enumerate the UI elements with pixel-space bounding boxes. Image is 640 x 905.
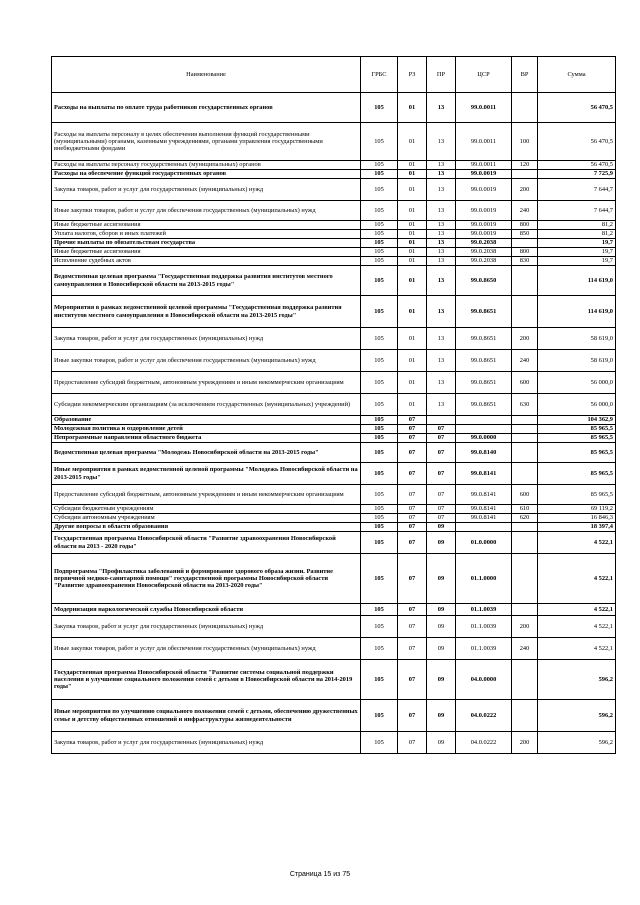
cell-name: Иные закупки товаров, работ и услуг для обеспечения государственных (муниципальных) нужд — [52, 201, 361, 221]
cell-pr: 09 — [427, 532, 456, 554]
cell-vr: 600 — [512, 372, 538, 394]
table-row — [52, 179, 616, 201]
cell-sum: 58 619,0 — [538, 328, 616, 350]
cell-csr: 99.0.8651 — [456, 296, 512, 328]
cell-sum: 16 846,3 — [538, 514, 616, 523]
table-row — [52, 372, 616, 394]
cell-name: Закупка товаров, работ и услуг для государственных (муниципальных) нужд — [52, 732, 361, 754]
cell-name: Иные мероприятия по улучшению социального положения семей с детьми, обеспечению дружественных семье и детству общественных отношений и инфраструктуры жизнедеятельности — [52, 700, 361, 732]
cell-name: Иные мероприятия в рамках ведомственной целевой программы "Молодежь Новосибирской области на 2013-2015 годы" — [52, 463, 361, 485]
cell-vr: 120 — [512, 161, 538, 170]
cell-grbs: 105 — [361, 638, 398, 660]
page-number: Страница 15 из 75 — [289, 871, 351, 878]
cell-csr: 99.0.8140 — [456, 443, 512, 463]
cell-csr: 99.0.0019 — [456, 170, 512, 179]
cell-sum: 56 470,5 — [538, 93, 616, 123]
cell-pr: 07 — [427, 434, 456, 443]
cell-csr — [456, 523, 512, 532]
cell-grbs: 105 — [361, 425, 398, 434]
cell-name: Иные закупки товаров, работ и услуг для обеспечения государственных (муниципальных) нужд — [52, 350, 361, 372]
cell-vr: 200 — [512, 328, 538, 350]
cell-rz: 01 — [398, 93, 427, 123]
table-row — [52, 93, 616, 123]
cell-vr — [512, 443, 538, 463]
cell-rz: 01 — [398, 123, 427, 161]
cell-rz: 01 — [398, 350, 427, 372]
cell-pr: 07 — [427, 443, 456, 463]
table-row — [52, 161, 616, 170]
cell-name: Образование — [52, 416, 361, 425]
cell-sum: 7 725,9 — [538, 170, 616, 179]
header-rz: РЗ — [398, 57, 427, 93]
cell-rz: 01 — [398, 266, 427, 296]
cell-rz: 01 — [398, 230, 427, 239]
cell-vr: 240 — [512, 638, 538, 660]
cell-vr: 620 — [512, 514, 538, 523]
cell-grbs: 105 — [361, 221, 398, 230]
cell-vr — [512, 239, 538, 248]
cell-vr — [512, 434, 538, 443]
cell-rz: 07 — [398, 660, 427, 700]
cell-vr — [512, 523, 538, 532]
cell-pr — [427, 416, 456, 425]
cell-vr — [512, 170, 538, 179]
cell-pr: 13 — [427, 123, 456, 161]
cell-pr: 13 — [427, 328, 456, 350]
cell-sum: 81,2 — [538, 230, 616, 239]
cell-grbs: 105 — [361, 239, 398, 248]
cell-rz: 07 — [398, 604, 427, 616]
cell-grbs: 105 — [361, 554, 398, 604]
table-header-row — [52, 57, 616, 93]
cell-rz: 01 — [398, 257, 427, 266]
cell-rz: 01 — [398, 170, 427, 179]
cell-vr — [512, 463, 538, 485]
cell-name: Мероприятия в рамках ведомственной целевой программы "Государственная поддержка развития институтов местного самоуправления в Новосибирской области на 2013-2015 годы" — [52, 296, 361, 328]
cell-name: Субсидии бюджетным учреждениям — [52, 505, 361, 514]
cell-sum: 85 965,5 — [538, 485, 616, 505]
header-sum: Сумма — [538, 57, 616, 93]
cell-name: Закупка товаров, работ и услуг для государственных (муниципальных) нужд — [52, 616, 361, 638]
cell-csr: 01.1.0039 — [456, 616, 512, 638]
cell-pr: 09 — [427, 638, 456, 660]
cell-csr: 04.0.0222 — [456, 700, 512, 732]
cell-vr — [512, 416, 538, 425]
cell-vr: 200 — [512, 732, 538, 754]
cell-pr: 13 — [427, 239, 456, 248]
cell-sum: 596,2 — [538, 700, 616, 732]
cell-vr: 240 — [512, 201, 538, 221]
budget-table — [51, 56, 616, 754]
cell-sum: 7 644,7 — [538, 179, 616, 201]
cell-vr: 200 — [512, 179, 538, 201]
cell-pr: 13 — [427, 394, 456, 416]
table-row — [52, 532, 616, 554]
cell-grbs: 105 — [361, 443, 398, 463]
cell-vr — [512, 604, 538, 616]
cell-grbs: 105 — [361, 732, 398, 754]
cell-name: Субсидии некоммерческим организациям (за исключением государственных (муниципальных) учреждений) — [52, 394, 361, 416]
cell-grbs: 105 — [361, 463, 398, 485]
cell-name: Расходы на выплаты по оплате труда работников государственных органов — [52, 93, 361, 123]
cell-csr: 99.0.0019 — [456, 221, 512, 230]
table-row — [52, 170, 616, 179]
cell-pr: 13 — [427, 93, 456, 123]
cell-sum: 56 000,0 — [538, 394, 616, 416]
table-row — [52, 505, 616, 514]
table-row — [52, 328, 616, 350]
table-row — [52, 554, 616, 604]
table-row — [52, 434, 616, 443]
cell-rz: 01 — [398, 161, 427, 170]
cell-sum: 85 965,5 — [538, 443, 616, 463]
cell-pr: 09 — [427, 660, 456, 700]
cell-grbs: 105 — [361, 123, 398, 161]
cell-name: Закупка товаров, работ и услуг для государственных (муниципальных) нужд — [52, 179, 361, 201]
cell-name: Предоставление субсидий бюджетным, автономным учреждениям и иным некоммерческим организациям — [52, 372, 361, 394]
cell-pr: 07 — [427, 505, 456, 514]
cell-sum: 85 965,5 — [538, 434, 616, 443]
cell-sum: 7 644,7 — [538, 201, 616, 221]
table-row — [52, 604, 616, 616]
cell-sum: 104 362,9 — [538, 416, 616, 425]
cell-vr: 610 — [512, 505, 538, 514]
cell-pr: 09 — [427, 523, 456, 532]
cell-rz: 07 — [398, 638, 427, 660]
header-pr: ПР — [427, 57, 456, 93]
cell-rz: 01 — [398, 394, 427, 416]
cell-sum: 596,2 — [538, 660, 616, 700]
cell-vr: 200 — [512, 616, 538, 638]
cell-grbs: 105 — [361, 257, 398, 266]
cell-grbs: 105 — [361, 604, 398, 616]
cell-sum: 4 522,1 — [538, 532, 616, 554]
cell-csr: 01.1.0000 — [456, 554, 512, 604]
cell-vr: 830 — [512, 257, 538, 266]
cell-grbs: 105 — [361, 350, 398, 372]
cell-name: Исполнение судебных актов — [52, 257, 361, 266]
cell-sum: 56 470,5 — [538, 161, 616, 170]
cell-csr: 99.0.0011 — [456, 123, 512, 161]
cell-sum: 69 119,2 — [538, 505, 616, 514]
cell-vr — [512, 660, 538, 700]
cell-grbs: 105 — [361, 372, 398, 394]
cell-sum: 58 619,0 — [538, 350, 616, 372]
cell-name: Расходы на выплаты персоналу государственных (муниципальных) органов — [52, 161, 361, 170]
cell-rz: 07 — [398, 616, 427, 638]
cell-name: Иные бюджетные ассигнования — [52, 248, 361, 257]
cell-sum: 114 619,0 — [538, 296, 616, 328]
cell-csr: 99.0.0019 — [456, 179, 512, 201]
cell-csr: 99.0.8651 — [456, 372, 512, 394]
cell-grbs: 105 — [361, 434, 398, 443]
cell-grbs: 105 — [361, 485, 398, 505]
cell-grbs: 105 — [361, 179, 398, 201]
cell-name: Прочие выплаты по обязательствам государства — [52, 239, 361, 248]
cell-csr: 99.0.8651 — [456, 328, 512, 350]
table-row — [52, 732, 616, 754]
cell-rz: 07 — [398, 485, 427, 505]
cell-name: Иные закупки товаров, работ и услуг для обеспечения государственных (муниципальных) нужд — [52, 638, 361, 660]
table-row — [52, 638, 616, 660]
cell-vr — [512, 700, 538, 732]
cell-grbs: 105 — [361, 416, 398, 425]
cell-grbs: 105 — [361, 616, 398, 638]
cell-rz: 07 — [398, 700, 427, 732]
cell-pr: 13 — [427, 372, 456, 394]
cell-csr: 99.0.0011 — [456, 161, 512, 170]
cell-pr: 13 — [427, 230, 456, 239]
cell-pr: 13 — [427, 266, 456, 296]
cell-vr: 100 — [512, 123, 538, 161]
cell-vr: 800 — [512, 248, 538, 257]
cell-rz: 01 — [398, 296, 427, 328]
cell-rz: 07 — [398, 443, 427, 463]
cell-sum: 81,2 — [538, 221, 616, 230]
cell-pr: 09 — [427, 616, 456, 638]
table-row — [52, 296, 616, 328]
cell-grbs: 105 — [361, 248, 398, 257]
cell-csr — [456, 425, 512, 434]
cell-sum: 85 965,5 — [538, 463, 616, 485]
cell-sum: 114 619,0 — [538, 266, 616, 296]
cell-grbs: 105 — [361, 532, 398, 554]
cell-grbs: 105 — [361, 328, 398, 350]
cell-vr: 630 — [512, 394, 538, 416]
header-vr: ВР — [512, 57, 538, 93]
cell-rz: 01 — [398, 372, 427, 394]
cell-name: Государственная программа Новосибирской области "Развитие здравоохранения Новосибирской области на 2013 - 2020 годы" — [52, 532, 361, 554]
cell-pr: 13 — [427, 248, 456, 257]
cell-vr: 240 — [512, 350, 538, 372]
cell-grbs: 105 — [361, 266, 398, 296]
cell-csr: 99.0.2038 — [456, 239, 512, 248]
cell-name: Уплата налогов, сборов и иных платежей — [52, 230, 361, 239]
cell-rz: 07 — [398, 434, 427, 443]
cell-name: Иные бюджетные ассигнования — [52, 221, 361, 230]
cell-sum: 4 522,1 — [538, 554, 616, 604]
cell-sum: 4 522,1 — [538, 616, 616, 638]
cell-rz: 07 — [398, 732, 427, 754]
cell-rz: 07 — [398, 505, 427, 514]
cell-pr: 07 — [427, 514, 456, 523]
cell-pr: 13 — [427, 170, 456, 179]
cell-rz: 07 — [398, 523, 427, 532]
cell-vr — [512, 425, 538, 434]
cell-sum: 4 522,1 — [538, 638, 616, 660]
table-row — [52, 266, 616, 296]
table-row — [52, 523, 616, 532]
cell-name: Субсидии автономным учреждениям — [52, 514, 361, 523]
cell-sum: 56 470,5 — [538, 123, 616, 161]
cell-grbs: 105 — [361, 296, 398, 328]
cell-csr: 99.0.8141 — [456, 514, 512, 523]
table-body — [52, 93, 616, 754]
cell-grbs: 105 — [361, 514, 398, 523]
cell-pr: 09 — [427, 554, 456, 604]
cell-rz: 07 — [398, 463, 427, 485]
cell-grbs: 105 — [361, 505, 398, 514]
cell-pr: 13 — [427, 201, 456, 221]
cell-pr: 09 — [427, 732, 456, 754]
cell-csr: 04.0.0000 — [456, 660, 512, 700]
cell-grbs: 105 — [361, 660, 398, 700]
cell-csr: 99.0.8651 — [456, 350, 512, 372]
cell-grbs: 105 — [361, 201, 398, 221]
cell-grbs: 105 — [361, 230, 398, 239]
table-row — [52, 463, 616, 485]
cell-csr: 01.1.0039 — [456, 638, 512, 660]
cell-rz: 01 — [398, 201, 427, 221]
cell-vr — [512, 554, 538, 604]
cell-pr: 13 — [427, 179, 456, 201]
cell-sum: 85 965,5 — [538, 425, 616, 434]
cell-name: Расходы на обеспечение функций государственных органов — [52, 170, 361, 179]
cell-sum: 596,2 — [538, 732, 616, 754]
cell-pr: 13 — [427, 161, 456, 170]
table-row — [52, 394, 616, 416]
cell-pr: 13 — [427, 296, 456, 328]
cell-csr: 99.0.2038 — [456, 248, 512, 257]
cell-name: Ведомственная целевая программа "Государственная поддержка развития институтов местного самоуправления в Новосибирской области на 2013-2015 годы" — [52, 266, 361, 296]
cell-sum: 4 522,1 — [538, 604, 616, 616]
cell-vr — [512, 296, 538, 328]
cell-pr: 07 — [427, 485, 456, 505]
cell-grbs: 105 — [361, 93, 398, 123]
table-row — [52, 123, 616, 161]
cell-csr: 01.1.0039 — [456, 604, 512, 616]
cell-vr — [512, 93, 538, 123]
table-row — [52, 443, 616, 463]
cell-csr: 04.0.0222 — [456, 732, 512, 754]
cell-vr: 850 — [512, 230, 538, 239]
cell-vr — [512, 532, 538, 554]
header-grbs: ГРБС — [361, 57, 398, 93]
cell-pr: 07 — [427, 425, 456, 434]
cell-pr: 07 — [427, 463, 456, 485]
header-csr: ЦСР — [456, 57, 512, 93]
table-row — [52, 700, 616, 732]
cell-rz: 01 — [398, 239, 427, 248]
cell-grbs: 105 — [361, 523, 398, 532]
table-row — [52, 425, 616, 434]
cell-csr: 99.0.8141 — [456, 463, 512, 485]
cell-name: Непрограммные направления областного бюджета — [52, 434, 361, 443]
table-row — [52, 350, 616, 372]
cell-name: Подпрограмма "Профилактика заболеваний и формирование здорового образа жизни. Развитие первичной медико-санитарной помощи" государственной программы Новосибирской области "Развитие здравоохранения Новосибирской области на 2013-2020 годы" — [52, 554, 361, 604]
cell-name: Предоставление субсидий бюджетным, автономным учреждениям и иным некоммерческим организациям — [52, 485, 361, 505]
table-row — [52, 485, 616, 505]
cell-sum: 56 000,0 — [538, 372, 616, 394]
table-row — [52, 248, 616, 257]
cell-grbs: 105 — [361, 700, 398, 732]
cell-grbs: 105 — [361, 170, 398, 179]
table-row — [52, 201, 616, 221]
table-row — [52, 616, 616, 638]
cell-rz: 01 — [398, 248, 427, 257]
cell-csr: 99.0.0011 — [456, 93, 512, 123]
cell-csr: 99.0.2038 — [456, 257, 512, 266]
cell-pr: 09 — [427, 604, 456, 616]
cell-csr: 99.0.8141 — [456, 485, 512, 505]
cell-csr — [456, 416, 512, 425]
cell-grbs: 105 — [361, 161, 398, 170]
table-row — [52, 514, 616, 523]
cell-csr: 99.0.0000 — [456, 434, 512, 443]
cell-rz: 01 — [398, 221, 427, 230]
cell-name: Молодежная политика и оздоровление детей — [52, 425, 361, 434]
cell-name: Ведомственная целевая программа "Молодежь Новосибирской области на 2013-2015 годы" — [52, 443, 361, 463]
cell-name: Закупка товаров, работ и услуг для государственных (муниципальных) нужд — [52, 328, 361, 350]
cell-rz: 07 — [398, 416, 427, 425]
table-row — [52, 239, 616, 248]
cell-rz: 07 — [398, 554, 427, 604]
cell-vr: 600 — [512, 485, 538, 505]
cell-csr: 99.0.8650 — [456, 266, 512, 296]
cell-csr: 99.0.8651 — [456, 394, 512, 416]
cell-rz: 07 — [398, 425, 427, 434]
table-row — [52, 416, 616, 425]
cell-sum: 19,7 — [538, 239, 616, 248]
cell-name: Модернизация наркологической службы Новосибирской области — [52, 604, 361, 616]
cell-rz: 01 — [398, 179, 427, 201]
cell-pr: 13 — [427, 257, 456, 266]
cell-csr: 99.0.0019 — [456, 230, 512, 239]
header-name: Наименование — [52, 57, 361, 93]
cell-pr: 09 — [427, 700, 456, 732]
table-row — [52, 257, 616, 266]
table-row — [52, 660, 616, 700]
cell-csr: 99.0.0019 — [456, 201, 512, 221]
cell-sum: 18 397,4 — [538, 523, 616, 532]
cell-csr: 01.0.0000 — [456, 532, 512, 554]
cell-vr: 800 — [512, 221, 538, 230]
cell-name: Другие вопросы в области образования — [52, 523, 361, 532]
cell-sum: 19,7 — [538, 257, 616, 266]
cell-pr: 13 — [427, 221, 456, 230]
cell-rz: 07 — [398, 532, 427, 554]
table-row — [52, 230, 616, 239]
cell-rz: 07 — [398, 514, 427, 523]
cell-name: Государственная программа Новосибирской области "Развитие системы социальной поддержки населения и улучшение социального положения семей с детьми в Новосибирской области на 2014-2019 годы" — [52, 660, 361, 700]
cell-grbs: 105 — [361, 394, 398, 416]
cell-name: Расходы на выплаты персоналу в целях обеспечения выполнения функций государственными (муниципальными) органами, казенными учреждениями, органами управления государственными внебюджетными фондами — [52, 123, 361, 161]
cell-pr: 13 — [427, 350, 456, 372]
cell-sum: 19,7 — [538, 248, 616, 257]
cell-rz: 01 — [398, 328, 427, 350]
table-row — [52, 221, 616, 230]
cell-vr — [512, 266, 538, 296]
cell-csr: 99.0.8141 — [456, 505, 512, 514]
